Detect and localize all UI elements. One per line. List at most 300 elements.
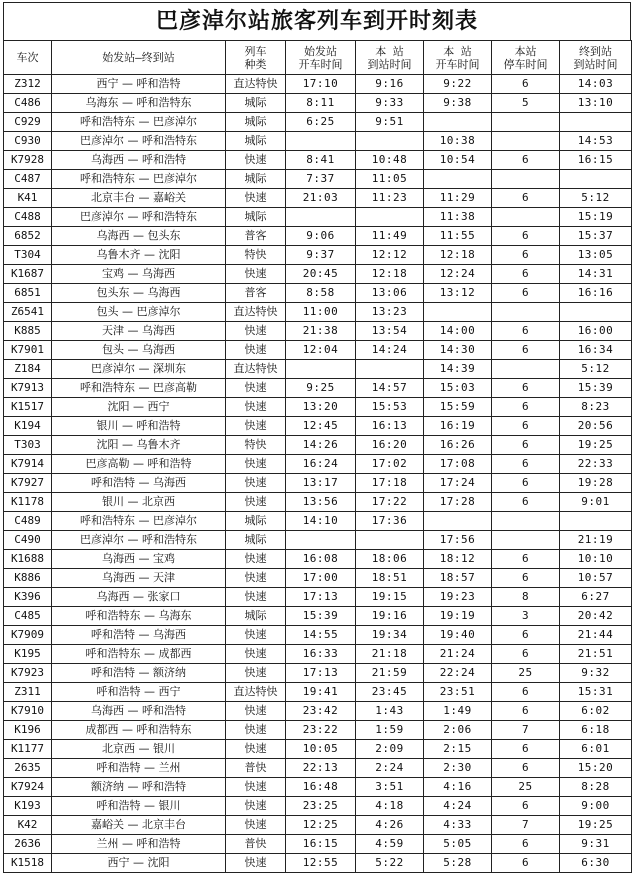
cell-train: K196 bbox=[4, 721, 52, 740]
cell-final-arrival: 15:39 bbox=[560, 379, 632, 398]
cell-type: 快速 bbox=[226, 341, 286, 360]
cell-stop-minutes: 6 bbox=[492, 740, 560, 759]
cell-final-arrival: 16:34 bbox=[560, 341, 632, 360]
cell-train: K7909 bbox=[4, 626, 52, 645]
cell-stop-minutes: 7 bbox=[492, 816, 560, 835]
col-stop-header bbox=[492, 41, 560, 75]
cell-route: 天津 — 乌海西 bbox=[52, 322, 226, 341]
cell-arrival: 2:09 bbox=[356, 740, 424, 759]
cell-train: C486 bbox=[4, 94, 52, 113]
cell-final-arrival: 9:32 bbox=[560, 664, 632, 683]
cell-route: 巴彦淖尔 — 呼和浩特东 bbox=[52, 531, 226, 550]
cell-route: 包头 — 乌海西 bbox=[52, 341, 226, 360]
cell-departure: 2:30 bbox=[424, 759, 492, 778]
cell-train: K42 bbox=[4, 816, 52, 835]
cell-route: 宝鸡 — 乌海西 bbox=[52, 265, 226, 284]
cell-arrival: 9:33 bbox=[356, 94, 424, 113]
cell-stop-minutes: 6 bbox=[492, 569, 560, 588]
cell-stop-minutes: 6 bbox=[492, 75, 560, 94]
cell-type: 城际 bbox=[226, 113, 286, 132]
cell-type: 直达特快 bbox=[226, 683, 286, 702]
table-row bbox=[4, 645, 632, 664]
cell-route: 银川 — 呼和浩特 bbox=[52, 417, 226, 436]
cell-final-arrival: 14:53 bbox=[560, 132, 632, 151]
cell-train: K885 bbox=[4, 322, 52, 341]
table-row bbox=[4, 664, 632, 683]
cell-final-arrival: 5:12 bbox=[560, 360, 632, 379]
table-row bbox=[4, 455, 632, 474]
cell-arrival: 4:18 bbox=[356, 797, 424, 816]
cell-route: 呼和浩特 — 乌海西 bbox=[52, 626, 226, 645]
cell-train: C489 bbox=[4, 512, 52, 531]
table-row bbox=[4, 436, 632, 455]
cell-train: C930 bbox=[4, 132, 52, 151]
table-row bbox=[4, 113, 632, 132]
cell-departure: 18:12 bbox=[424, 550, 492, 569]
cell-final-arrival: 8:28 bbox=[560, 778, 632, 797]
header-line-1: 本 站 bbox=[443, 44, 472, 58]
cell-arrival: 18:06 bbox=[356, 550, 424, 569]
cell-origin-dep: 23:25 bbox=[286, 797, 356, 816]
cell-stop-minutes: 6 bbox=[492, 797, 560, 816]
table-row bbox=[4, 398, 632, 417]
cell-arrival: 17:18 bbox=[356, 474, 424, 493]
cell-route: 呼和浩特 — 银川 bbox=[52, 797, 226, 816]
cell-train: K7928 bbox=[4, 151, 52, 170]
cell-type: 快速 bbox=[226, 797, 286, 816]
cell-type: 特快 bbox=[226, 436, 286, 455]
cell-route: 呼和浩特东 — 巴彦淖尔 bbox=[52, 113, 226, 132]
cell-train: Z6541 bbox=[4, 303, 52, 322]
cell-origin-dep: 13:17 bbox=[286, 474, 356, 493]
cell-train: K195 bbox=[4, 645, 52, 664]
cell-stop-minutes: 6 bbox=[492, 436, 560, 455]
table-row bbox=[4, 550, 632, 569]
table-row bbox=[4, 588, 632, 607]
header-line-1: 本 站 bbox=[375, 44, 404, 58]
cell-type: 快速 bbox=[226, 854, 286, 873]
cell-stop-minutes: 6 bbox=[492, 227, 560, 246]
cell-origin-dep: 20:45 bbox=[286, 265, 356, 284]
cell-route: 巴彦淖尔 — 呼和浩特东 bbox=[52, 208, 226, 227]
header-line-2: 到站时间 bbox=[367, 57, 412, 71]
cell-arrival: 1:43 bbox=[356, 702, 424, 721]
cell-train: K1177 bbox=[4, 740, 52, 759]
cell-route: 巴彦淖尔 — 呼和浩特东 bbox=[52, 132, 226, 151]
cell-route: 呼和浩特 — 乌海西 bbox=[52, 474, 226, 493]
cell-departure: 22:24 bbox=[424, 664, 492, 683]
cell-type: 快速 bbox=[226, 417, 286, 436]
table-row bbox=[4, 189, 632, 208]
cell-type: 快速 bbox=[226, 455, 286, 474]
cell-final-arrival: 9:01 bbox=[560, 493, 632, 512]
cell-stop-minutes: 6 bbox=[492, 417, 560, 436]
header-line-2: 停车时间 bbox=[503, 57, 548, 71]
cell-final-arrival: 15:37 bbox=[560, 227, 632, 246]
cell-type: 城际 bbox=[226, 94, 286, 113]
cell-origin-dep: 19:41 bbox=[286, 683, 356, 702]
cell-origin-dep: 13:20 bbox=[286, 398, 356, 417]
cell-stop-minutes: 6 bbox=[492, 284, 560, 303]
cell-departure: 9:38 bbox=[424, 94, 492, 113]
cell-type: 快速 bbox=[226, 721, 286, 740]
timetable bbox=[3, 40, 632, 873]
cell-train: Z311 bbox=[4, 683, 52, 702]
cell-departure: 16:19 bbox=[424, 417, 492, 436]
cell-final-arrival: 6:02 bbox=[560, 702, 632, 721]
cell-origin-dep: 8:11 bbox=[286, 94, 356, 113]
table-row bbox=[4, 132, 632, 151]
table-row bbox=[4, 759, 632, 778]
table-row bbox=[4, 341, 632, 360]
cell-route: 包头 — 巴彦淖尔 bbox=[52, 303, 226, 322]
table-row bbox=[4, 208, 632, 227]
cell-final-arrival: 20:56 bbox=[560, 417, 632, 436]
cell-train: K1178 bbox=[4, 493, 52, 512]
cell-stop-minutes bbox=[492, 132, 560, 151]
table-row bbox=[4, 360, 632, 379]
cell-stop-minutes bbox=[492, 170, 560, 189]
cell-type: 快速 bbox=[226, 379, 286, 398]
cell-departure: 1:49 bbox=[424, 702, 492, 721]
cell-origin-dep: 16:24 bbox=[286, 455, 356, 474]
cell-arrival bbox=[356, 531, 424, 550]
cell-train: K7914 bbox=[4, 455, 52, 474]
cell-origin-dep: 14:10 bbox=[286, 512, 356, 531]
col-type-header bbox=[226, 41, 286, 75]
cell-departure: 12:24 bbox=[424, 265, 492, 284]
cell-route: 北京丰台 — 嘉峪关 bbox=[52, 189, 226, 208]
cell-arrival: 5:22 bbox=[356, 854, 424, 873]
cell-train: Z312 bbox=[4, 75, 52, 94]
cell-origin-dep: 7:37 bbox=[286, 170, 356, 189]
table-row bbox=[4, 816, 632, 835]
cell-final-arrival: 8:23 bbox=[560, 398, 632, 417]
cell-origin-dep: 23:22 bbox=[286, 721, 356, 740]
cell-arrival: 19:15 bbox=[356, 588, 424, 607]
cell-departure: 15:03 bbox=[424, 379, 492, 398]
header-line-2: 开车时间 bbox=[435, 57, 480, 71]
cell-departure: 11:29 bbox=[424, 189, 492, 208]
cell-departure bbox=[424, 113, 492, 132]
cell-departure: 17:08 bbox=[424, 455, 492, 474]
cell-route: 乌海西 — 呼和浩特 bbox=[52, 151, 226, 170]
cell-type: 快速 bbox=[226, 322, 286, 341]
cell-route: 北京西 — 银川 bbox=[52, 740, 226, 759]
cell-origin-dep: 22:13 bbox=[286, 759, 356, 778]
cell-stop-minutes: 6 bbox=[492, 759, 560, 778]
cell-stop-minutes: 7 bbox=[492, 721, 560, 740]
cell-arrival: 13:06 bbox=[356, 284, 424, 303]
cell-final-arrival: 21:19 bbox=[560, 531, 632, 550]
cell-final-arrival: 6:27 bbox=[560, 588, 632, 607]
cell-route: 额济纳 — 呼和浩特 bbox=[52, 778, 226, 797]
cell-train: 6852 bbox=[4, 227, 52, 246]
cell-departure: 10:54 bbox=[424, 151, 492, 170]
cell-arrival: 11:05 bbox=[356, 170, 424, 189]
cell-stop-minutes bbox=[492, 512, 560, 531]
table-row bbox=[4, 493, 632, 512]
cell-arrival bbox=[356, 208, 424, 227]
cell-arrival: 21:59 bbox=[356, 664, 424, 683]
cell-stop-minutes: 6 bbox=[492, 854, 560, 873]
table-row bbox=[4, 227, 632, 246]
cell-arrival: 12:18 bbox=[356, 265, 424, 284]
cell-final-arrival: 15:31 bbox=[560, 683, 632, 702]
cell-type: 直达特快 bbox=[226, 75, 286, 94]
cell-departure: 14:30 bbox=[424, 341, 492, 360]
cell-departure: 4:33 bbox=[424, 816, 492, 835]
cell-origin-dep bbox=[286, 132, 356, 151]
table-row bbox=[4, 854, 632, 873]
cell-arrival: 17:36 bbox=[356, 512, 424, 531]
cell-stop-minutes: 6 bbox=[492, 322, 560, 341]
cell-final-arrival: 6:30 bbox=[560, 854, 632, 873]
col-dep-header bbox=[424, 41, 492, 75]
cell-type: 快速 bbox=[226, 151, 286, 170]
cell-type: 普快 bbox=[226, 759, 286, 778]
cell-final-arrival: 21:44 bbox=[560, 626, 632, 645]
cell-route: 乌海东 — 呼和浩特东 bbox=[52, 94, 226, 113]
cell-departure: 19:40 bbox=[424, 626, 492, 645]
cell-final-arrival: 19:25 bbox=[560, 816, 632, 835]
cell-train: K7913 bbox=[4, 379, 52, 398]
cell-departure: 19:19 bbox=[424, 607, 492, 626]
cell-route: 成都西 — 呼和浩特东 bbox=[52, 721, 226, 740]
cell-arrival: 12:12 bbox=[356, 246, 424, 265]
header-line-1: 本站 bbox=[514, 44, 537, 58]
cell-train: K7901 bbox=[4, 341, 52, 360]
cell-train: K1688 bbox=[4, 550, 52, 569]
cell-train: 2635 bbox=[4, 759, 52, 778]
cell-arrival: 4:59 bbox=[356, 835, 424, 854]
cell-origin-dep: 12:55 bbox=[286, 854, 356, 873]
cell-route: 嘉峪关 — 北京丰台 bbox=[52, 816, 226, 835]
cell-arrival: 9:51 bbox=[356, 113, 424, 132]
cell-type: 快速 bbox=[226, 645, 286, 664]
cell-train: T303 bbox=[4, 436, 52, 455]
cell-final-arrival: 16:16 bbox=[560, 284, 632, 303]
cell-arrival: 23:45 bbox=[356, 683, 424, 702]
cell-train: K7927 bbox=[4, 474, 52, 493]
cell-stop-minutes: 6 bbox=[492, 645, 560, 664]
cell-arrival: 4:26 bbox=[356, 816, 424, 835]
cell-type: 城际 bbox=[226, 170, 286, 189]
cell-arrival bbox=[356, 360, 424, 379]
cell-type: 快速 bbox=[226, 588, 286, 607]
cell-final-arrival bbox=[560, 303, 632, 322]
cell-route: 乌海西 — 呼和浩特 bbox=[52, 702, 226, 721]
table-row bbox=[4, 740, 632, 759]
cell-type: 快速 bbox=[226, 740, 286, 759]
cell-departure: 19:23 bbox=[424, 588, 492, 607]
cell-train: K1518 bbox=[4, 854, 52, 873]
cell-route: 西宁 — 呼和浩特 bbox=[52, 75, 226, 94]
cell-departure bbox=[424, 512, 492, 531]
table-row bbox=[4, 303, 632, 322]
cell-train: C488 bbox=[4, 208, 52, 227]
cell-origin-dep: 8:58 bbox=[286, 284, 356, 303]
col-route-header bbox=[52, 41, 226, 75]
cell-origin-dep: 9:06 bbox=[286, 227, 356, 246]
cell-origin-dep: 23:42 bbox=[286, 702, 356, 721]
cell-departure: 17:24 bbox=[424, 474, 492, 493]
cell-stop-minutes bbox=[492, 531, 560, 550]
cell-departure: 14:39 bbox=[424, 360, 492, 379]
cell-arrival: 17:22 bbox=[356, 493, 424, 512]
table-row bbox=[4, 569, 632, 588]
cell-origin-dep: 6:25 bbox=[286, 113, 356, 132]
header-line-1: 始发站—终到站 bbox=[102, 51, 175, 64]
cell-origin-dep: 8:41 bbox=[286, 151, 356, 170]
cell-train: K194 bbox=[4, 417, 52, 436]
cell-origin-dep: 16:48 bbox=[286, 778, 356, 797]
table-row bbox=[4, 151, 632, 170]
cell-arrival: 1:59 bbox=[356, 721, 424, 740]
cell-stop-minutes bbox=[492, 113, 560, 132]
cell-type: 快速 bbox=[226, 265, 286, 284]
cell-stop-minutes bbox=[492, 208, 560, 227]
cell-departure: 11:38 bbox=[424, 208, 492, 227]
cell-origin-dep: 12:45 bbox=[286, 417, 356, 436]
cell-stop-minutes: 6 bbox=[492, 398, 560, 417]
cell-route: 乌海西 — 张家口 bbox=[52, 588, 226, 607]
cell-type: 城际 bbox=[226, 607, 286, 626]
cell-departure bbox=[424, 303, 492, 322]
cell-arrival: 13:54 bbox=[356, 322, 424, 341]
cell-arrival: 11:23 bbox=[356, 189, 424, 208]
header-line-1: 始发站 bbox=[304, 44, 337, 58]
cell-final-arrival: 5:12 bbox=[560, 189, 632, 208]
cell-arrival: 14:57 bbox=[356, 379, 424, 398]
cell-type: 快速 bbox=[226, 626, 286, 645]
cell-route: 西宁 — 沈阳 bbox=[52, 854, 226, 873]
cell-type: 快速 bbox=[226, 702, 286, 721]
cell-route: 呼和浩特东 — 乌海东 bbox=[52, 607, 226, 626]
cell-route: 沈阳 — 西宁 bbox=[52, 398, 226, 417]
cell-origin-dep: 10:05 bbox=[286, 740, 356, 759]
cell-arrival: 14:24 bbox=[356, 341, 424, 360]
cell-departure: 2:15 bbox=[424, 740, 492, 759]
cell-final-arrival bbox=[560, 113, 632, 132]
table-row bbox=[4, 246, 632, 265]
cell-stop-minutes: 6 bbox=[492, 379, 560, 398]
header-line-1: 车次 bbox=[16, 51, 39, 64]
cell-type: 快速 bbox=[226, 493, 286, 512]
cell-route: 乌海西 — 包头东 bbox=[52, 227, 226, 246]
table-row bbox=[4, 702, 632, 721]
cell-type: 快速 bbox=[226, 189, 286, 208]
cell-origin-dep: 14:55 bbox=[286, 626, 356, 645]
cell-arrival: 19:34 bbox=[356, 626, 424, 645]
table-row bbox=[4, 284, 632, 303]
cell-arrival: 2:24 bbox=[356, 759, 424, 778]
cell-final-arrival: 21:51 bbox=[560, 645, 632, 664]
cell-route: 乌鲁木齐 — 沈阳 bbox=[52, 246, 226, 265]
cell-arrival: 17:02 bbox=[356, 455, 424, 474]
table-row bbox=[4, 835, 632, 854]
table-row bbox=[4, 170, 632, 189]
cell-arrival: 21:18 bbox=[356, 645, 424, 664]
cell-arrival: 10:48 bbox=[356, 151, 424, 170]
cell-type: 直达特快 bbox=[226, 303, 286, 322]
table-row bbox=[4, 94, 632, 113]
cell-origin-dep: 11:00 bbox=[286, 303, 356, 322]
cell-final-arrival: 15:19 bbox=[560, 208, 632, 227]
table-row bbox=[4, 797, 632, 816]
cell-stop-minutes: 8 bbox=[492, 588, 560, 607]
cell-route: 包头东 — 乌海西 bbox=[52, 284, 226, 303]
cell-type: 快速 bbox=[226, 569, 286, 588]
cell-origin-dep: 12:04 bbox=[286, 341, 356, 360]
cell-train: C485 bbox=[4, 607, 52, 626]
cell-final-arrival: 13:05 bbox=[560, 246, 632, 265]
header-line-2: 种类 bbox=[244, 57, 267, 71]
header-line-1: 终到站 bbox=[579, 44, 612, 58]
cell-final-arrival: 6:18 bbox=[560, 721, 632, 740]
cell-arrival: 16:13 bbox=[356, 417, 424, 436]
cell-train: K193 bbox=[4, 797, 52, 816]
cell-stop-minutes bbox=[492, 303, 560, 322]
cell-arrival: 19:16 bbox=[356, 607, 424, 626]
cell-type: 快速 bbox=[226, 816, 286, 835]
cell-origin-dep bbox=[286, 531, 356, 550]
cell-departure: 9:22 bbox=[424, 75, 492, 94]
cell-stop-minutes: 6 bbox=[492, 493, 560, 512]
cell-origin-dep: 17:00 bbox=[286, 569, 356, 588]
cell-arrival: 15:53 bbox=[356, 398, 424, 417]
cell-type: 快速 bbox=[226, 778, 286, 797]
cell-arrival: 9:16 bbox=[356, 75, 424, 94]
table-row bbox=[4, 626, 632, 645]
cell-final-arrival: 14:31 bbox=[560, 265, 632, 284]
cell-final-arrival: 20:42 bbox=[560, 607, 632, 626]
cell-departure bbox=[424, 170, 492, 189]
cell-origin-dep: 21:03 bbox=[286, 189, 356, 208]
cell-final-arrival: 10:10 bbox=[560, 550, 632, 569]
table-row bbox=[4, 607, 632, 626]
cell-final-arrival: 10:57 bbox=[560, 569, 632, 588]
table-row bbox=[4, 322, 632, 341]
table-row bbox=[4, 474, 632, 493]
cell-type: 特快 bbox=[226, 246, 286, 265]
cell-type: 城际 bbox=[226, 208, 286, 227]
cell-origin-dep: 16:33 bbox=[286, 645, 356, 664]
cell-origin-dep: 9:25 bbox=[286, 379, 356, 398]
table-row bbox=[4, 778, 632, 797]
cell-final-arrival: 9:00 bbox=[560, 797, 632, 816]
col-arr-header bbox=[356, 41, 424, 75]
cell-train: C929 bbox=[4, 113, 52, 132]
table-row bbox=[4, 531, 632, 550]
cell-origin-dep bbox=[286, 208, 356, 227]
cell-stop-minutes: 6 bbox=[492, 550, 560, 569]
cell-route: 呼和浩特东 — 巴彦淖尔 bbox=[52, 170, 226, 189]
cell-departure: 13:12 bbox=[424, 284, 492, 303]
cell-final-arrival: 16:00 bbox=[560, 322, 632, 341]
cell-route: 乌海西 — 宝鸡 bbox=[52, 550, 226, 569]
cell-stop-minutes: 6 bbox=[492, 341, 560, 360]
cell-route: 呼和浩特 — 额济纳 bbox=[52, 664, 226, 683]
cell-route: 巴彦淖尔 — 深圳东 bbox=[52, 360, 226, 379]
table-row bbox=[4, 512, 632, 531]
cell-origin-dep: 17:10 bbox=[286, 75, 356, 94]
cell-departure: 12:18 bbox=[424, 246, 492, 265]
cell-departure: 23:51 bbox=[424, 683, 492, 702]
cell-departure: 17:56 bbox=[424, 531, 492, 550]
cell-route: 巴彦高勒 — 呼和浩特 bbox=[52, 455, 226, 474]
cell-train: K7910 bbox=[4, 702, 52, 721]
